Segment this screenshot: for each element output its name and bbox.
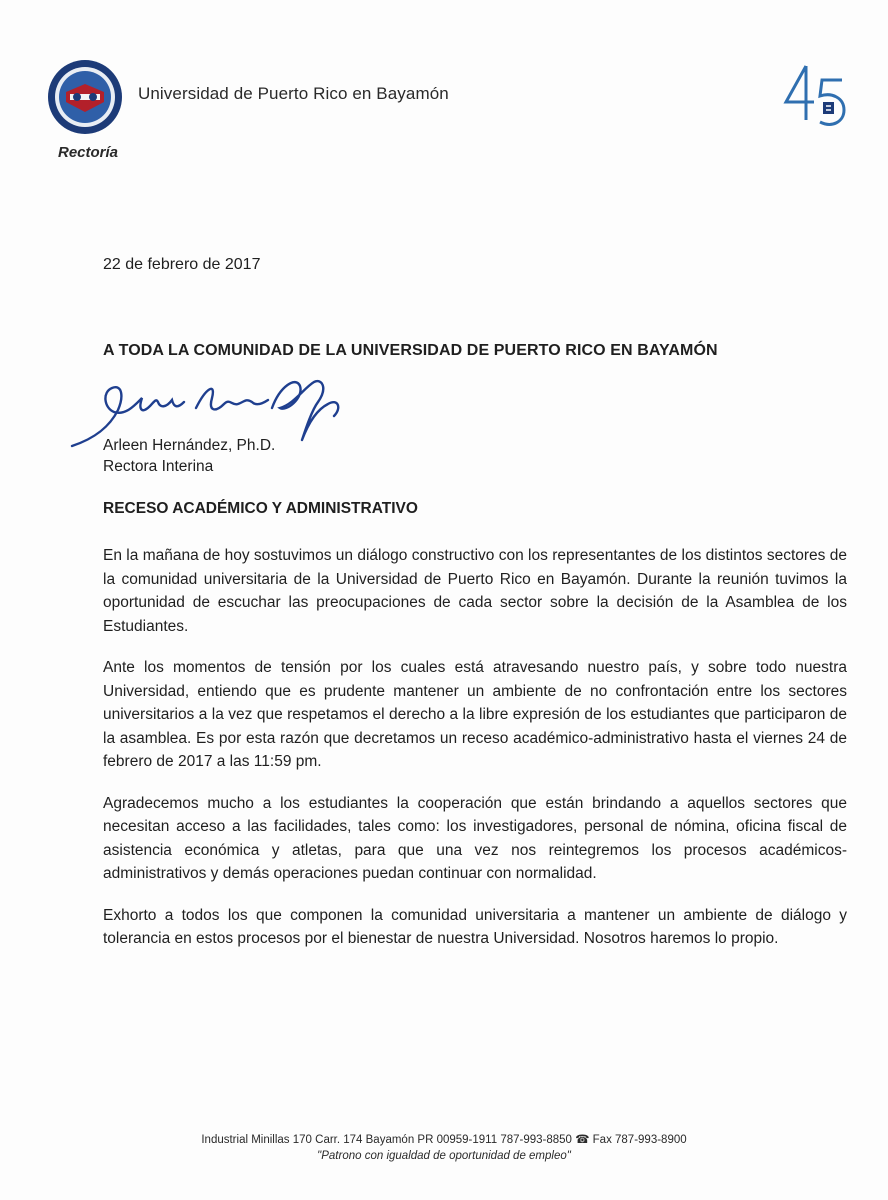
letter-recipient: A TODA LA COMUNIDAD DE LA UNIVERSIDAD DE PUERTO RICO EN BAYAMÓN <box>103 342 718 359</box>
footer-motto: "Patrono con igualdad de oportunidad de empleo" <box>317 1150 571 1162</box>
body-paragraph: Agradecemos mucho a los estudiantes la cooperación que están brindando a aquellos sectores que necesitan acceso a las facilidades, tales como: los investigadores, personal de nómina, oficina fiscal de asistencia económica y atletas, para que una vez nos reintegremos los procesos académicos-administrativos y demás operaciones puedan continuar con normalidad. <box>103 794 847 882</box>
body-paragraph: En la mañana de hoy sostuvimos un diálogo constructivo con los representantes de los distintos sectores de la comunidad universitaria de la Universidad de Puerto Rico en Bayamón. Durante la reunión tuvimos la oportunidad de escuchar las preocupaciones de cada sector sobre la decisión de la Asamblea de los Estudiantes. <box>103 547 847 635</box>
institution-name: Universidad de Puerto Rico en Bayamón <box>138 84 449 103</box>
body-paragraph: Exhorto a todos los que componen la comunidad universitaria a mantener un ambiente de diálogo y tolerancia en estos procesos por el bienestar de nuestra Universidad. Nosotros haremos lo propio. <box>103 906 847 947</box>
45-anniversary-logo <box>778 60 854 136</box>
letter-date: 22 de febrero de 2017 <box>103 256 261 273</box>
footer-address: Industrial Minillas 170 Carr. 174 Bayamón PR 00959-1911 787-993-8850 ☎ Fax 787-993-8900 <box>201 1134 687 1146</box>
letter-subject: RECESO ACADÉMICO Y ADMINISTRATIVO <box>103 500 418 517</box>
letter-body <box>103 544 847 969</box>
sender-title: Rectora Interina <box>103 458 214 475</box>
university-seal-icon <box>46 58 124 136</box>
body-paragraph: Ante los momentos de tensión por los cuales está atravesando nuestro país, y sobre todo nuestra Universidad, entiendo que es prudente mantener un ambiente de no confrontación entre los sectores universitarios a la vez que respetamos el derecho a la libre expresión de los estudiantes que participaron de la asamblea. Es por esta razón que decretamos un receso académico-administrativo hasta el viernes 24 de febrero de 2017 a las 11:59 pm. <box>103 659 847 770</box>
sender-name: Arleen Hernández, Ph.D. <box>103 437 276 454</box>
office-name: Rectoría <box>58 144 119 161</box>
